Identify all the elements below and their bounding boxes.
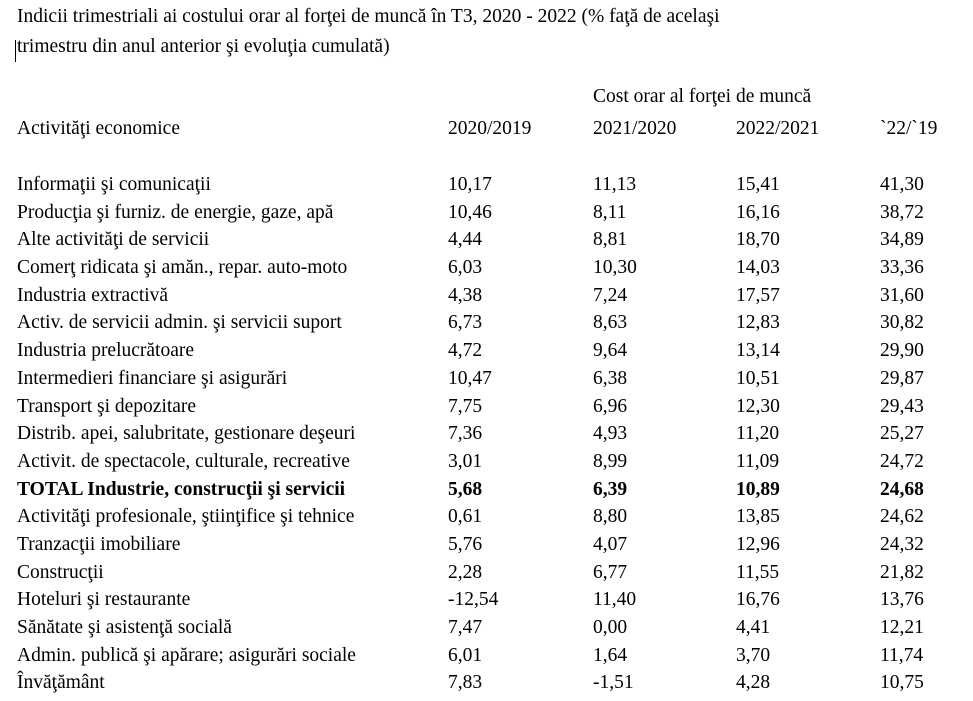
row-value-2020-2019: 7,47 — [448, 617, 483, 638]
row-activity: Activit. de spectacole, culturale, recreative — [17, 450, 350, 472]
column-header-2022-2021: 2022/2021 — [736, 118, 820, 139]
table-row — [0, 614, 973, 642]
row-value-2020-2019: 4,38 — [448, 284, 483, 306]
row-value-2021-2020: 6,77 — [593, 561, 628, 583]
row-activity: Informaţii şi comunicaţii — [17, 174, 211, 195]
table-row — [0, 365, 973, 393]
row-value-2022-2021: 17,57 — [736, 284, 780, 306]
row-value-cumulative: 24,68 — [880, 478, 924, 500]
row-value-2020-2019: 4,44 — [448, 229, 483, 251]
row-value-2021-2020: 1,64 — [593, 644, 628, 666]
row-value-2022-2021: 18,70 — [736, 229, 780, 251]
table-row — [0, 282, 973, 310]
row-value-cumulative: 25,27 — [880, 423, 924, 445]
table-row — [0, 559, 973, 587]
row-value-cumulative: 24,72 — [880, 450, 924, 472]
table-row — [0, 586, 973, 614]
row-value-cumulative: 13,76 — [880, 589, 924, 611]
row-value-2021-2020: 8,63 — [593, 312, 628, 334]
row-value-2020-2019: -12,54 — [448, 589, 499, 611]
row-value-2021-2020: 6,38 — [593, 367, 628, 389]
row-value-2020-2019: 0,61 — [448, 506, 483, 528]
table-row — [0, 199, 973, 227]
table-row — [0, 337, 973, 365]
column-header-2021-2020: 2021/2020 — [593, 118, 677, 139]
row-value-2021-2020: 8,99 — [593, 450, 628, 472]
row-activity: Industria extractivă — [17, 284, 169, 306]
row-activity: Producţia şi furniz. de energie, gaze, apă — [17, 201, 334, 223]
row-value-2021-2020: 6,39 — [593, 478, 628, 500]
row-value-2021-2020: 7,24 — [593, 284, 628, 306]
row-value-2020-2019: 6,01 — [448, 644, 483, 666]
row-value-2020-2019: 3,01 — [448, 450, 483, 472]
row-activity: Tranzacţii imobiliare — [17, 533, 181, 555]
row-value-2021-2020: 6,96 — [593, 395, 628, 417]
row-value-2021-2020: 8,80 — [593, 506, 628, 528]
row-value-2022-2021: 12,96 — [736, 533, 780, 555]
row-activity: Distrib. apei, salubritate, gestionare deşeuri — [17, 423, 356, 445]
row-value-2020-2019: 7,75 — [448, 395, 483, 417]
row-activity: TOTAL Industrie, construcţii şi servicii — [17, 478, 346, 500]
row-activity: Sănătate şi asistenţă socială — [17, 617, 232, 638]
row-value-2022-2021: 16,16 — [736, 201, 780, 223]
document-title — [17, 2, 957, 62]
row-value-2020-2019: 2,28 — [448, 561, 483, 583]
row-activity: Alte activităţi de servicii — [17, 229, 210, 251]
table-row — [0, 226, 973, 254]
table-row-total — [0, 476, 973, 504]
row-activity: Activ. de servicii admin. şi servicii suport — [17, 312, 342, 334]
row-activity: Industria prelucrătoare — [17, 340, 195, 362]
row-activity: Hoteluri şi restaurante — [17, 589, 191, 611]
row-value-cumulative: 31,60 — [880, 284, 924, 306]
row-activity: Comerţ ridicata şi amăn., repar. auto-moto — [17, 257, 348, 279]
row-value-2022-2021: 14,03 — [736, 257, 780, 279]
row-activity: Activităţi profesionale, ştiinţifice şi tehnice — [17, 506, 355, 528]
row-value-2020-2019: 6,03 — [448, 257, 483, 279]
row-value-2021-2020: 4,07 — [593, 533, 628, 555]
row-value-2022-2021: 4,28 — [736, 672, 771, 694]
table-row — [0, 642, 973, 670]
row-value-cumulative: 30,82 — [880, 312, 924, 334]
row-value-2022-2021: 11,20 — [736, 423, 780, 445]
row-value-2021-2020: 11,40 — [593, 589, 637, 611]
row-value-2022-2021: 3,70 — [736, 644, 771, 666]
row-value-2020-2019: 5,76 — [448, 533, 483, 555]
row-value-cumulative: 11,74 — [880, 644, 924, 666]
row-value-2022-2021: 12,30 — [736, 395, 780, 417]
row-activity: Intermedieri financiare şi asigurări — [17, 367, 288, 389]
column-header-cumulative: `22/`19 — [880, 118, 938, 139]
row-value-cumulative: 24,32 — [880, 533, 924, 555]
row-value-2022-2021: 12,83 — [736, 312, 780, 334]
row-value-2022-2021: 10,89 — [736, 478, 780, 500]
row-value-cumulative: 24,62 — [880, 506, 924, 528]
row-value-2022-2021: 13,85 — [736, 506, 780, 528]
row-value-2020-2019: 7,36 — [448, 423, 483, 445]
table-row — [0, 309, 973, 337]
row-value-2021-2020: -1,51 — [593, 672, 634, 694]
table-row — [0, 420, 973, 448]
row-value-cumulative: 34,89 — [880, 229, 924, 251]
table-row — [0, 448, 973, 476]
row-value-2020-2019: 7,83 — [448, 672, 483, 694]
row-value-2020-2019: 6,73 — [448, 312, 483, 334]
group-header: Cost orar al forţei de muncă — [593, 86, 812, 107]
table-row — [0, 254, 973, 282]
row-value-2020-2019: 10,46 — [448, 201, 492, 223]
row-value-2021-2020: 8,81 — [593, 229, 628, 251]
row-value-2020-2019: 4,72 — [448, 340, 483, 362]
column-header-2020-2019: 2020/2019 — [448, 118, 532, 139]
column-header-row — [0, 118, 973, 144]
row-value-cumulative: 29,90 — [880, 340, 924, 362]
row-value-2020-2019: 5,68 — [448, 478, 483, 500]
row-value-2020-2019: 10,17 — [448, 174, 492, 195]
row-activity: Transport şi depozitare — [17, 395, 197, 417]
row-value-2022-2021: 15,41 — [736, 174, 780, 195]
row-value-2021-2020: 8,11 — [593, 201, 627, 223]
row-value-2022-2021: 11,55 — [736, 561, 780, 583]
row-value-cumulative: 21,82 — [880, 561, 924, 583]
row-value-cumulative: 33,36 — [880, 257, 924, 279]
row-value-cumulative: 38,72 — [880, 201, 924, 223]
table-row — [0, 503, 973, 531]
table-body — [0, 171, 973, 697]
column-header-activity: Activităţi economice — [17, 118, 180, 139]
row-value-cumulative: 12,21 — [880, 617, 924, 638]
table-row — [0, 171, 973, 199]
row-value-2022-2021: 11,09 — [736, 450, 780, 472]
text-cursor — [15, 40, 16, 62]
row-value-cumulative: 29,43 — [880, 395, 924, 417]
row-activity: Construcţii — [17, 561, 104, 583]
row-activity: Admin. publică şi apărare; asigurări sociale — [17, 644, 356, 666]
row-value-2021-2020: 11,13 — [593, 174, 637, 195]
row-value-2022-2021: 10,51 — [736, 367, 780, 389]
title-line-2: trimestru din anul anterior şi evoluţia cumulată) — [17, 36, 390, 57]
row-value-2022-2021: 13,14 — [736, 340, 780, 362]
title-line-1: Indicii trimestriali ai costului orar al forţei de muncă în T3, 2020 - 2022 (% faţă de acelaşi — [17, 6, 720, 27]
table-row — [0, 669, 973, 697]
row-value-2021-2020: 4,93 — [593, 423, 628, 445]
row-value-2021-2020: 9,64 — [593, 340, 628, 362]
row-value-cumulative: 29,87 — [880, 367, 924, 389]
row-value-2022-2021: 4,41 — [736, 617, 771, 638]
row-value-2021-2020: 10,30 — [593, 257, 637, 279]
row-value-2021-2020: 0,00 — [593, 617, 628, 638]
table-row — [0, 531, 973, 559]
row-activity: Învăţământ — [17, 672, 105, 694]
table-row — [0, 393, 973, 421]
row-value-2020-2019: 10,47 — [448, 367, 492, 389]
row-value-cumulative: 10,75 — [880, 672, 924, 694]
row-value-2022-2021: 16,76 — [736, 589, 780, 611]
row-value-cumulative: 41,30 — [880, 174, 924, 195]
